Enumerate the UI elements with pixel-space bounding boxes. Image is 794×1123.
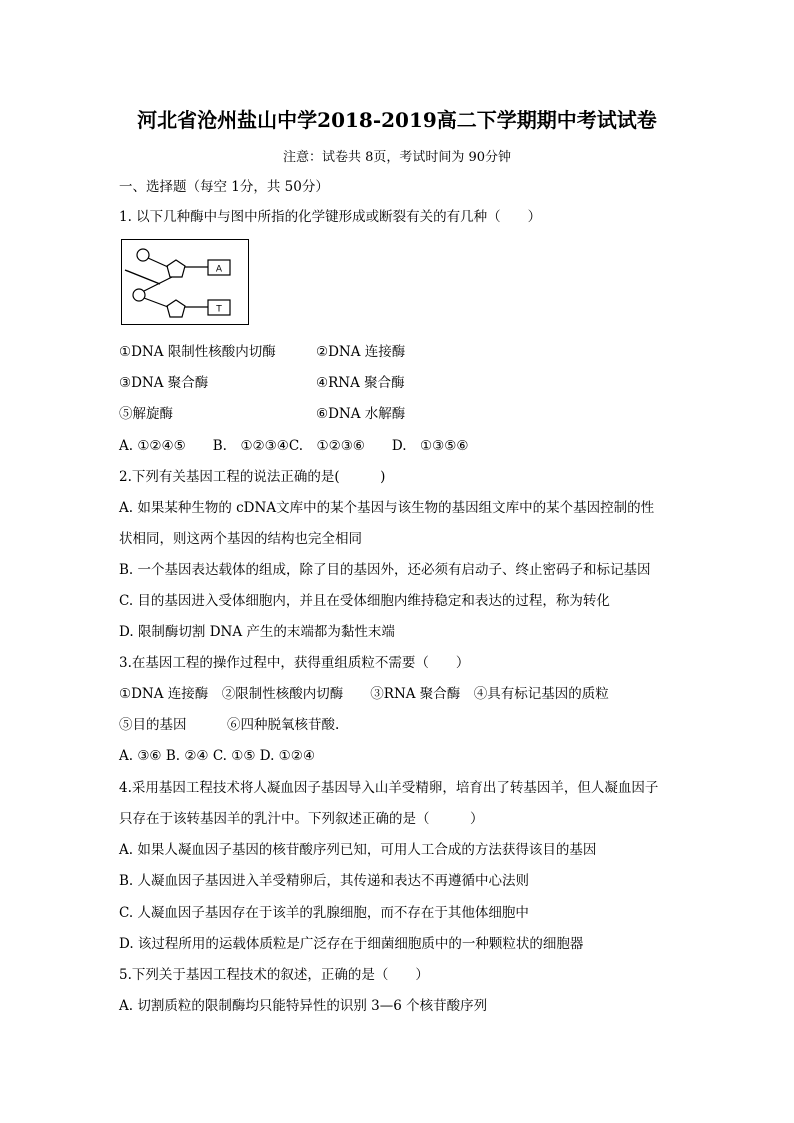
phosphate-circle-top bbox=[137, 249, 149, 261]
q2-choice-b: B. 一个基因表达载体的组成，除了目的基因外，还必须有启动子、终止密码子和标记基因 bbox=[119, 562, 651, 578]
q1-option-4: ④RNA 聚合酶 bbox=[316, 375, 405, 391]
q1-option-1: ①DNA 限制性核酸内切酶 bbox=[119, 344, 276, 360]
q1-choices: A. ①②④⑤ B. ①②③④C. ①②③⑥ D. ①③⑤⑥ bbox=[119, 438, 469, 454]
section-heading: 一、选择题（每空 1分，共 50分） bbox=[119, 179, 329, 195]
q4-choice-c: C. 人凝血因子基因存在于该羊的乳腺细胞，而不存在于其他体细胞中 bbox=[119, 905, 529, 921]
q1-option-5: ⑤解旋酶 bbox=[119, 406, 173, 422]
q3-options-line2: ⑤目的基因 ⑥四种脱氧核苷酸. bbox=[119, 717, 340, 733]
q1-option-3: ③DNA 聚合酶 bbox=[119, 375, 209, 391]
q3-choices: A. ③⑥ B. ②④ C. ①⑤ D. ①②④ bbox=[119, 748, 315, 764]
phosphate-circle-bottom bbox=[133, 289, 145, 301]
q2-choice-d: D. 限制酶切割 DNA 产生的末端都为黏性末端 bbox=[119, 624, 395, 640]
sugar-pentagon-bottom bbox=[167, 300, 185, 317]
sugar-pentagon-top bbox=[167, 260, 185, 277]
q5-stem: 5.下列关于基因工程技术的叙述，正确的是（ ） bbox=[119, 967, 429, 983]
base-label-a: A bbox=[215, 264, 223, 275]
base-label-t: T bbox=[216, 304, 222, 315]
q1-stem: 1. 以下几种酶中与图中所指的化学键形成或断裂有关的有几种（ ） bbox=[119, 209, 542, 225]
q4-choice-d: D. 该过程所用的运载体质粒是广泛存在于细菌细胞质中的一种颗粒状的细胞器 bbox=[119, 936, 584, 952]
q2-choice-a-cont: 状相同，则这两个基因的结构也完全相同 bbox=[119, 531, 362, 547]
q3-options-line1: ①DNA 连接酶 ②限制性核酸内切酶 ③RNA 聚合酶 ④具有标记基因的质粒 bbox=[119, 686, 609, 702]
q2-choice-c: C. 目的基因进入受体细胞内，并且在受体细胞内维持稳定和表达的过程，称为转化 bbox=[119, 593, 610, 609]
q1-option-2: ②DNA 连接酶 bbox=[316, 344, 406, 360]
q4-choice-b: B. 人凝血因子基因进入羊受精卵后，其传递和表达不再遵循中心法则 bbox=[119, 873, 530, 889]
bond-pointer-line bbox=[125, 270, 160, 284]
q4-stem: 4.采用基因工程技术将人凝血因子基因导入山羊受精卵，培育出了转基因羊，但人凝血因子 bbox=[119, 780, 659, 796]
q2-choice-a: A. 如果某种生物的 cDNA文库中的某个基因与该生物的基因组文库中的某个基因控制的性 bbox=[119, 500, 655, 516]
q3-stem: 3.在基因工程的操作过程中，获得重组质粒不需要（ ） bbox=[119, 655, 470, 671]
exam-note: 注意：试卷共 8页，考试时间为 90分钟 bbox=[282, 150, 512, 165]
q2-stem: 2.下列有关基因工程的说法正确的是( ) bbox=[119, 469, 386, 485]
q4-stem-cont: 只存在于该转基因羊的乳汁中。下列叙述正确的是（ ） bbox=[119, 811, 484, 827]
q1-option-row bbox=[119, 343, 276, 361]
dna-strand-diagram bbox=[122, 240, 250, 326]
q1-option-6: ⑥DNA 水解酶 bbox=[316, 406, 406, 422]
q4-choice-a: A. 如果人凝血因子基因的核苷酸序列已知，可用人工合成的方法获得该目的基因 bbox=[119, 842, 597, 858]
q5-choice-a: A. 切割质粒的限制酶均只能特异性的识别 3—6 个核苷酸序列 bbox=[119, 998, 488, 1014]
dna-bond-figure bbox=[121, 239, 249, 325]
page-title: 河北省沧州盐山中学2018-2019高二下学期期中考试试卷 bbox=[137, 108, 657, 132]
